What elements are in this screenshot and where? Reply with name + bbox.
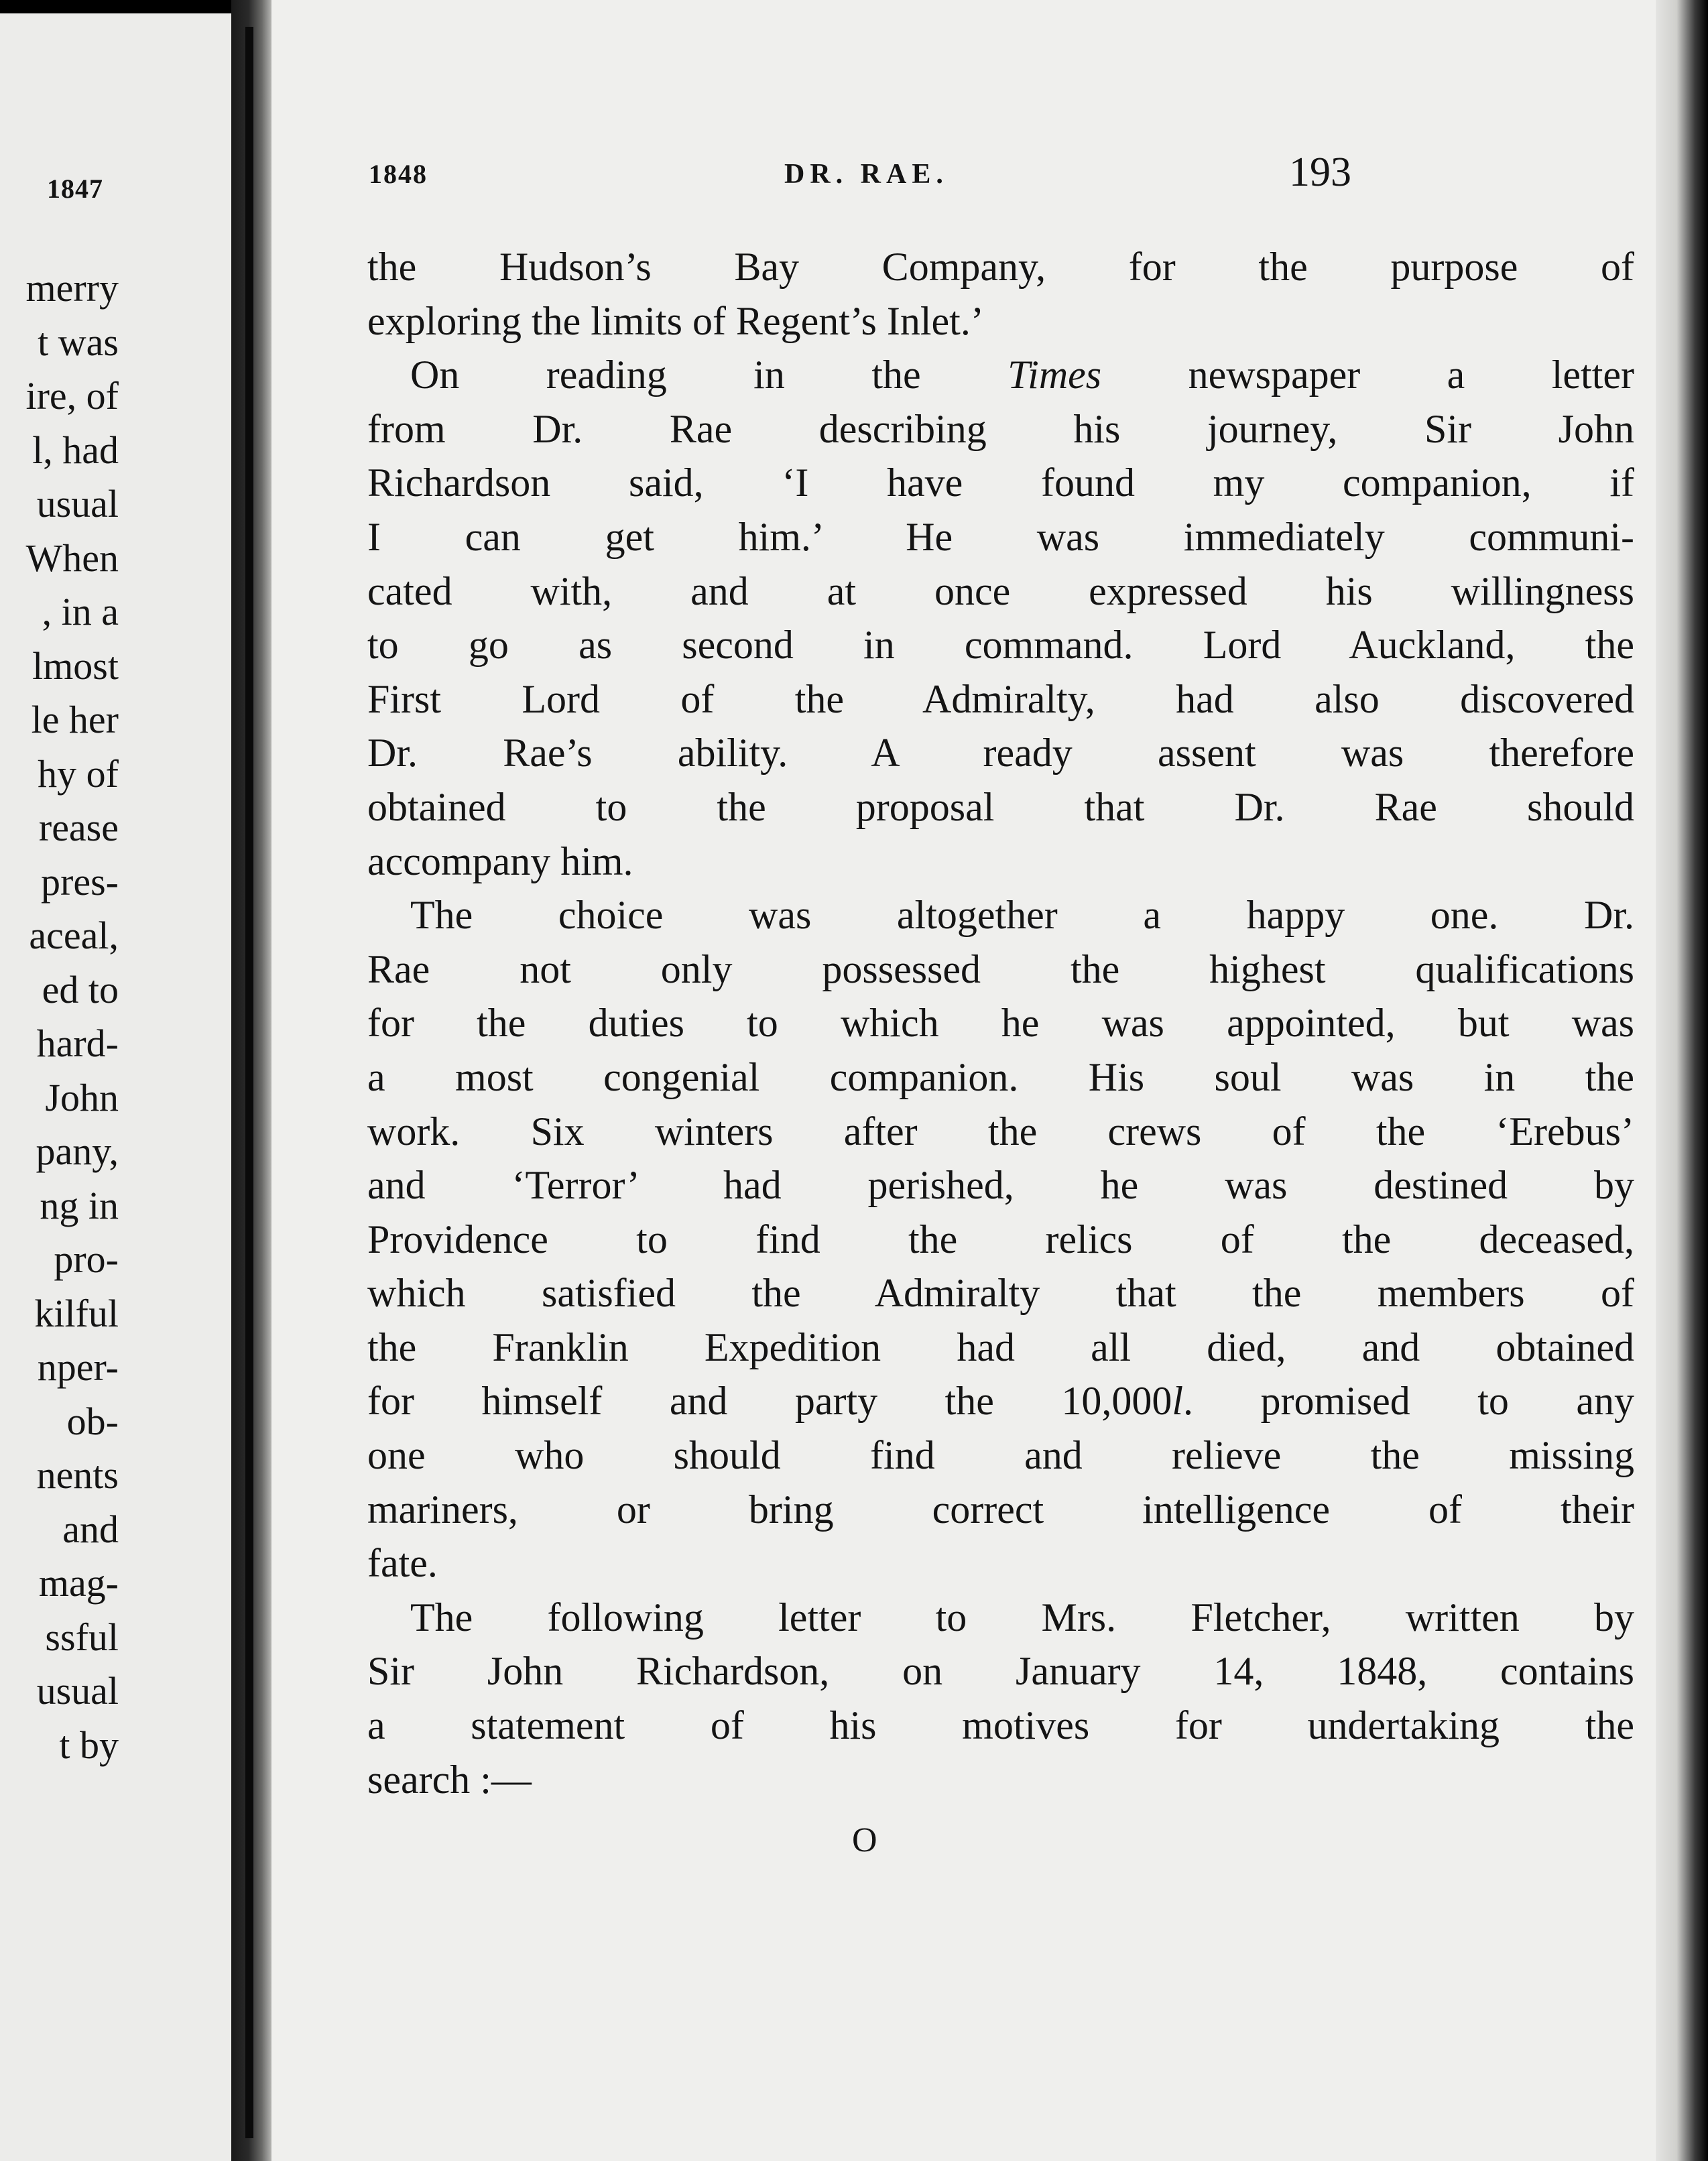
text-line: and ‘Terror’ had perished, he was destined by (367, 1163, 1634, 1208)
text-line: search :— (367, 1757, 532, 1802)
text-line: for himself and party the 10,000l. promised to any (367, 1379, 1634, 1424)
facing-page-line: ng in (40, 1183, 119, 1227)
text-line: a most congenial companion. His soul was in the (367, 1054, 1634, 1099)
main-page (271, 0, 1693, 2161)
text-line: obtained to the proposal that Dr. Rae should (367, 784, 1634, 829)
facing-page-line: l, had (32, 428, 119, 472)
facing-page-line: nper- (37, 1345, 119, 1389)
facing-page-line: t by (59, 1723, 119, 1767)
facing-page-line: and (62, 1507, 119, 1551)
text-line: The choice was altogether a happy one. Dr. (410, 893, 1634, 938)
page-edge-shadow (1656, 0, 1708, 2161)
facing-page-line: usual (36, 1669, 119, 1713)
text-line: I can get him.’ He was immediately communi- (367, 514, 1634, 559)
facing-page-line: rease (38, 806, 119, 849)
text-line: Richardson said, ‘I have found my companion, if (367, 460, 1634, 505)
facing-page-line: nents (36, 1453, 119, 1497)
body-text (367, 240, 1634, 1806)
facing-page-line: usual (36, 482, 119, 526)
running-header (271, 149, 1693, 202)
text-line: On reading in the Times newspaper a letter (410, 353, 1635, 397)
facing-page-line: hard- (36, 1022, 119, 1065)
facing-page-text (0, 261, 119, 1772)
facing-page-line: ob- (66, 1399, 119, 1443)
facing-page-line: When (25, 536, 119, 580)
facing-page-line: le her (31, 698, 119, 741)
facing-page-line: kilful (34, 1291, 119, 1335)
facing-page-line: aceal, (29, 914, 119, 957)
facing-page-line: , in a (42, 590, 119, 633)
facing-page-line: ed to (42, 967, 119, 1011)
text-line: Rae not only possessed the highest qualifications (367, 946, 1634, 991)
text-line: work. Six winters after the crews of the ‘Erebus’ (367, 1109, 1634, 1154)
text-line: Dr. Rae’s ability. A ready assent was therefore (367, 731, 1634, 776)
italic-pound-mark: l (1172, 1379, 1184, 1424)
facing-page-line: mag- (38, 1561, 119, 1605)
text-line: exploring the limits of Regent’s Inlet.’ (367, 298, 984, 343)
italic-word: Times (1008, 353, 1102, 397)
facing-page-year: 1847 (47, 174, 103, 204)
text-line: for the duties to which he was appointed, but was (367, 1001, 1634, 1046)
text-line: the Franklin Expedition had all died, and obtained (367, 1324, 1634, 1369)
text-line: mariners, or bring correct intelligence of their (367, 1487, 1634, 1532)
text-line: fate. (367, 1541, 438, 1586)
facing-page-line: pro- (54, 1237, 119, 1281)
text-line: the Hudson’s Bay Company, for the purpose of (367, 245, 1634, 289)
facing-page-line: lmost (32, 643, 119, 688)
page-number: 193 (1289, 149, 1351, 195)
running-title: DR. RAE. (784, 159, 949, 190)
text-line: one who should find and relieve the missing (367, 1433, 1634, 1478)
text-line: which satisfied the Admiralty that the members of (367, 1271, 1634, 1316)
text-line: Sir John Richardson, on January 14, 1848, contains (367, 1649, 1634, 1694)
header-year: 1848 (369, 159, 428, 189)
text-line: cated with, and at once expressed his willingness (367, 568, 1634, 613)
text-line: First Lord of the Admiralty, had also discovered (367, 676, 1634, 721)
text-line: to go as second in command. Lord Auckland, the (367, 623, 1634, 668)
facing-page-line: pany, (36, 1129, 119, 1173)
signature-mark: O (852, 1821, 877, 1859)
facing-page-line: pres- (41, 859, 119, 904)
facing-page-line: John (45, 1075, 119, 1119)
facing-page-line: hy of (38, 751, 119, 796)
facing-page-line: t was (38, 320, 119, 364)
text-line: accompany him. (367, 839, 633, 883)
facing-page-line: merry (25, 266, 119, 310)
text-line: from Dr. Rae describing his journey, Sir John (367, 406, 1634, 451)
binding-edge (245, 27, 253, 2138)
text-line: a statement of his motives for undertaking the (367, 1703, 1634, 1748)
facing-page-line: ire, of (25, 374, 119, 418)
facing-page-line: ssful (45, 1615, 119, 1659)
text-line: The following letter to Mrs. Fletcher, written by (410, 1595, 1634, 1640)
text-line: Providence to find the relics of the deceased, (367, 1217, 1634, 1261)
facing-page (0, 13, 231, 2161)
